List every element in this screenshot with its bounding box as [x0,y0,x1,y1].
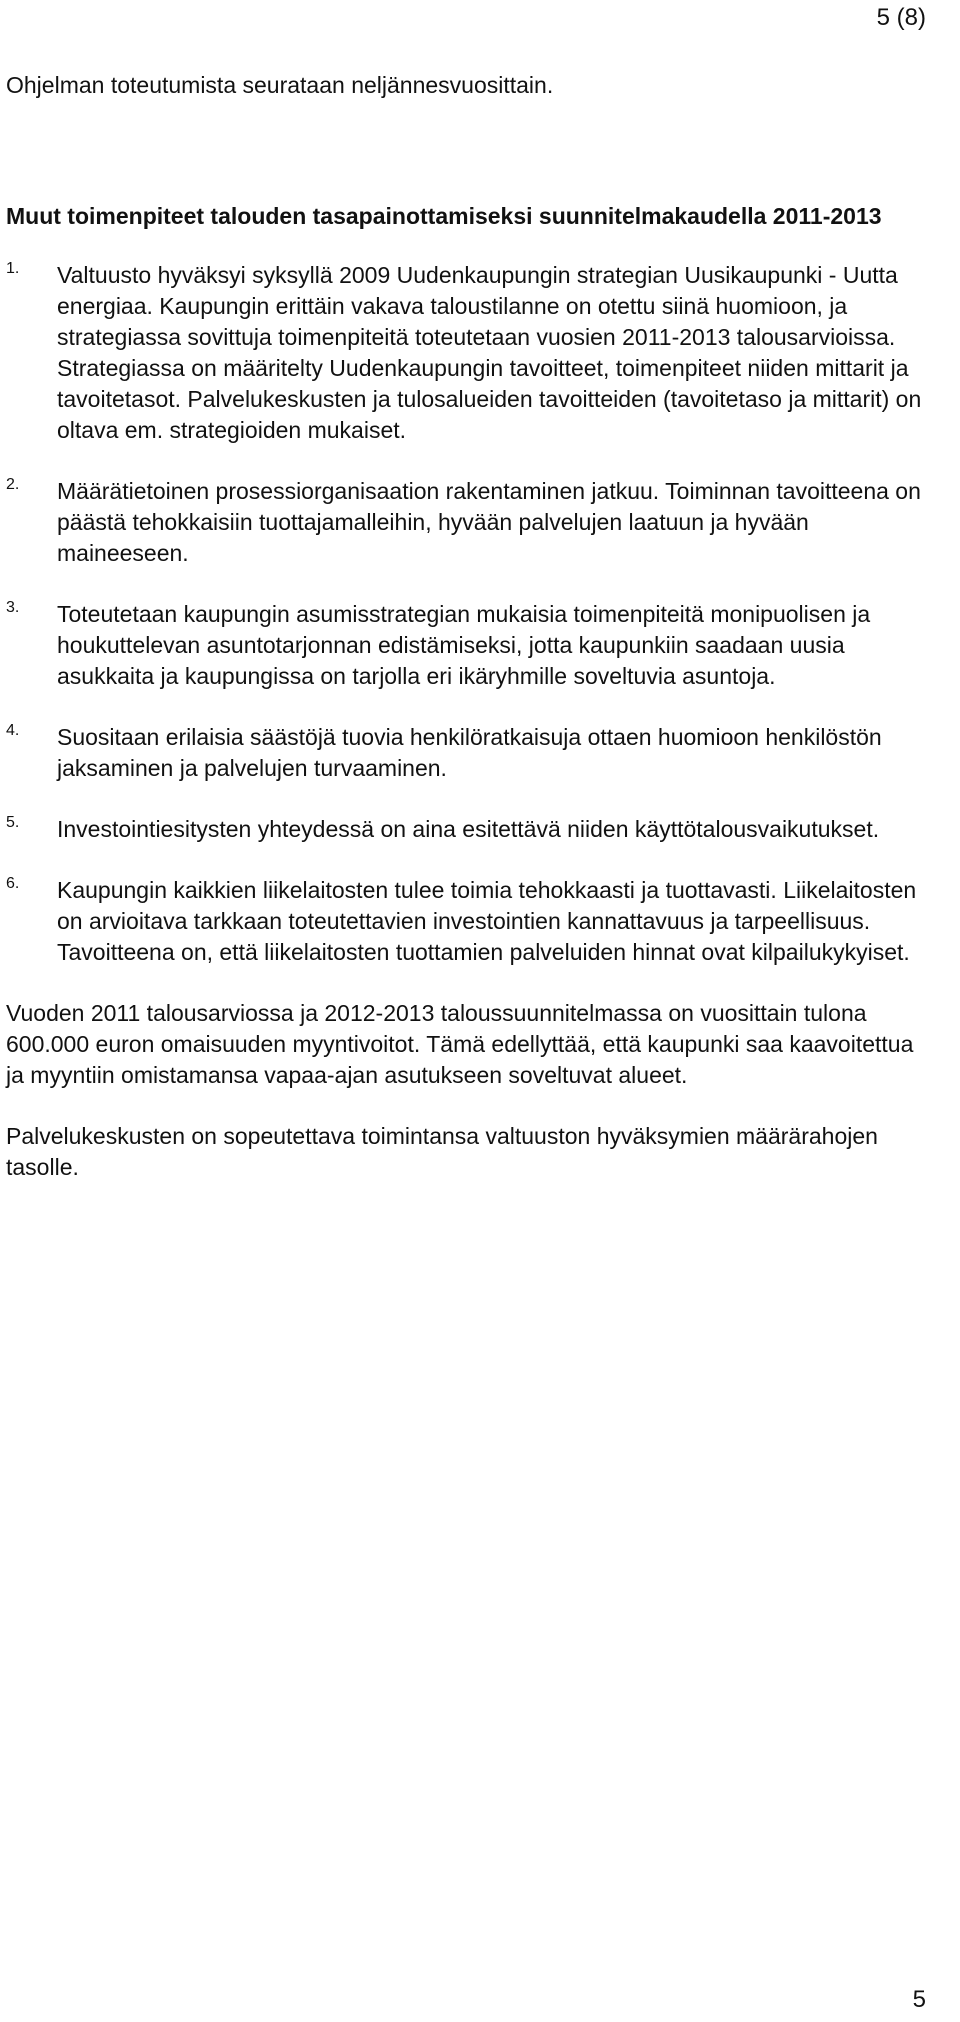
list-item-number: 3. [6,599,20,616]
budget-paragraph: Palvelukeskusten on sopeutettava toimintansa valtuuston hyväksymien määrärahojen tasolle. [6,1123,878,1180]
list-item-number: 1. [6,260,20,277]
list-item [6,599,926,692]
page-number: 5 (8) [876,4,926,31]
intro-paragraph: Ohjelman toteutumista seurataan neljännesvuosittain. [6,72,554,98]
list-item-text: Kaupungin kaikkien liikelaitosten tulee toimia tehokkaasti ja tuottavasti. Liikelaitosten on arvioitava tarkkaan toteutettavien investointien kannattavuus ja tarpeellisuus. Tavoitteena on, että liikelaitosten tuottamien palveluiden hinnat ovat kilpailukykyiset. [57,877,917,965]
list-item-text: Määrätietoinen prosessiorganisaation rakentaminen jatkuu. Toiminnan tavoitteena on päästä tehokkaisiin tuottajamalleihin, hyvään palvelujen laatuun ja hyvään maineeseen. [57,478,921,566]
list-item-number: 2. [6,476,20,493]
sales-paragraph: Vuoden 2011 talousarviossa ja 2012-2013 taloussuunnitelmassa on vuosittain tulona 600.000 euron omaisuuden myyntivoitot. Tämä edellyttää, että kaupunki saa kaavoitettua ja myyntiin omistamansa vapaa-ajan asutukseen soveltuvat alueet. [6,1000,914,1088]
list-item [6,814,926,845]
list-item [6,476,926,569]
list-item-number: 5. [6,814,20,831]
list-item [6,722,926,784]
list-item [6,260,926,446]
list-item-text: Suositaan erilaisia säästöjä tuovia henkilöratkaisuja ottaen huomioon henkilöstön jaksaminen ja palvelujen turvaaminen. [57,724,882,781]
document-body [6,70,926,1183]
footer-page-number: 5 [912,1986,926,2013]
list-item-text: Toteutetaan kaupungin asumisstrategian mukaisia toimenpiteitä monipuolisen ja houkuttelevan asuntotarjonnan edistämiseksi, jotta kaupunkiin saadaan uusia asukkaita ja kaupungissa on tarjolla eri ikäryhmille soveltuvia asuntoja. [57,601,871,689]
section-heading: Muut toimenpiteet talouden tasapainottamiseksi suunnitelmakaudella 2011-2013 [6,203,882,229]
list-item-text: Valtuusto hyväksyi syksyllä 2009 Uudenkaupungin strategian Uusikaupunki - Uutta energiaa. Kaupungin erittäin vakava taloustilanne on otettu siinä huomioon, ja strategiassa sovittuja toimenpiteitä toteutetaan vuosien 2011-2013 talousarvioissa. Strategiassa on määritelty Uudenkaupungin tavoitteet, toimenpiteet niiden mittarit ja tavoitetasot. Palvelukeskusten ja tulosalueiden tavoitteiden (tavoitetaso ja mittarit) on oltava em. strategioiden mukaiset. [57,262,922,443]
list-item-number: 6. [6,875,20,892]
list-item [6,875,926,968]
list-item-number: 4. [6,722,20,739]
list-item-text: Investointiesitysten yhteydessä on aina esitettävä niiden käyttötalousvaikutukset. [57,816,880,842]
